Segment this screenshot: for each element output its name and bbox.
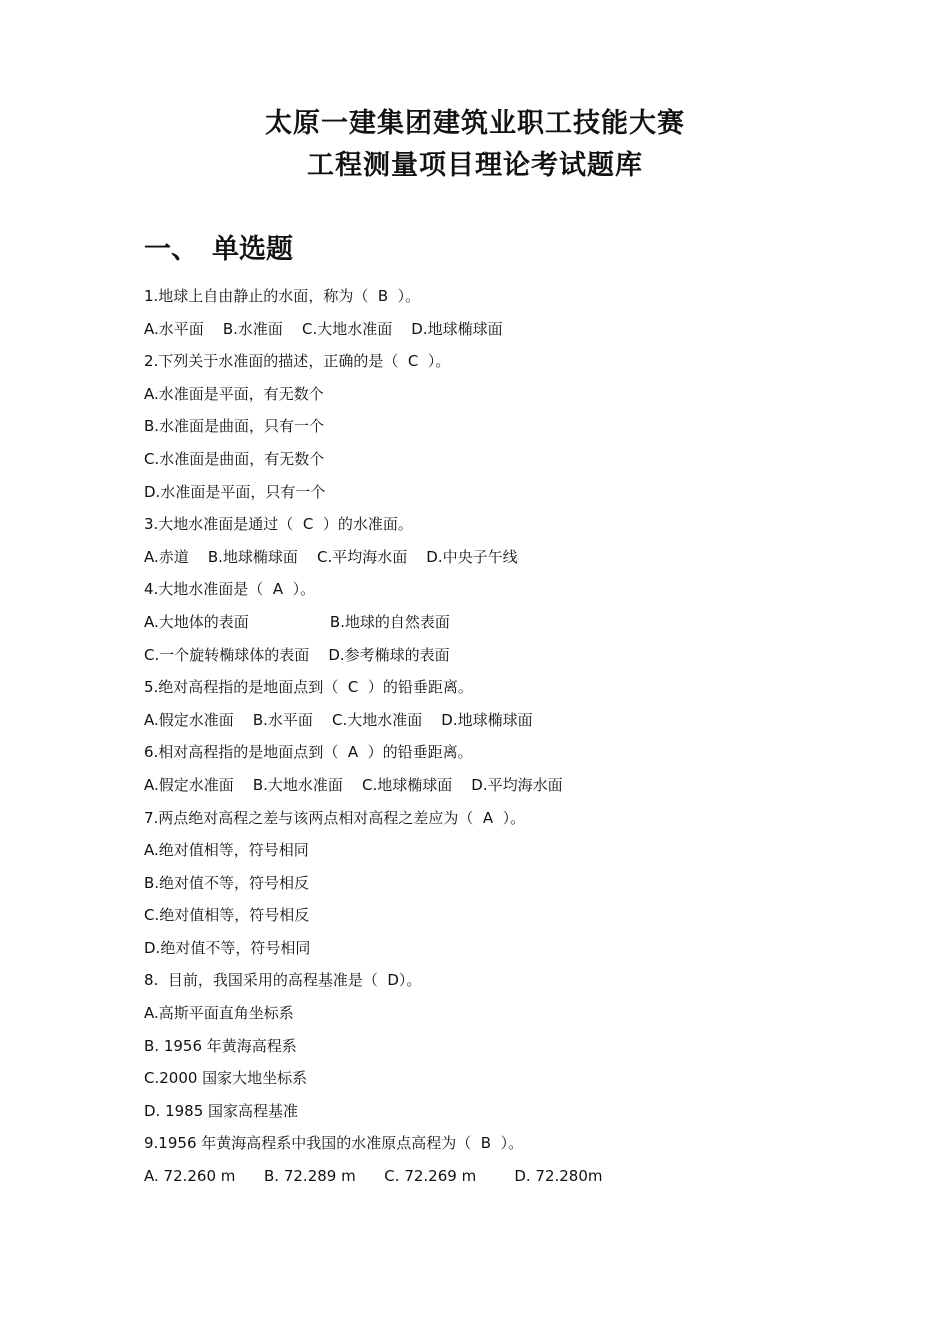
option-line: B.绝对值不等，符号相反 — [144, 873, 310, 892]
question-line: 7.两点绝对高程之差与该两点相对高程之差应为（ A ）。 — [144, 808, 526, 827]
option-line: A.假定水准面 B.水平面 C.大地水准面 D.地球椭球面 — [144, 710, 533, 729]
option-line: C.2000 国家大地坐标系 — [144, 1069, 308, 1088]
question-line: 9.1956 年黄海高程系中我国的水准原点高程为（ B ）。 — [144, 1134, 524, 1153]
option-line: A.水准面是平面，有无数个 — [144, 384, 324, 403]
question-line: 6.相对高程指的是地面点到（ A ）的铅垂距离。 — [144, 743, 473, 762]
option-line: C.一个旋转椭球体的表面 D.参考椭球的表面 — [144, 645, 450, 664]
option-line: B. 1956 年黄海高程系 — [144, 1036, 297, 1055]
option-line: A.赤道 B.地球椭球面 C.平均海水面 D.中央子午线 — [144, 547, 518, 566]
option-line: D. 1985 国家高程基准 — [144, 1101, 299, 1120]
question-line: 2.下列关于水准面的描述，正确的是（ C ）。 — [144, 352, 451, 371]
question-line: 8. 目前，我国采用的高程基准是（ D）。 — [144, 971, 422, 990]
option-line: A.高斯平面直角坐标系 — [144, 1004, 294, 1023]
option-line: A.大地体的表面 B.地球的自然表面 — [144, 612, 450, 631]
option-line: C.水准面是曲面，有无数个 — [144, 449, 325, 468]
option-line: A.绝对值相等，符号相同 — [144, 841, 309, 860]
question-list — [144, 280, 844, 1193]
question-line: 4.大地水准面是（ A ）。 — [144, 580, 316, 599]
question-line: 3.大地水准面是通过（ C ）的水准面。 — [144, 515, 413, 534]
option-line: A.水平面 B.水准面 C.大地水准面 D.地球椭球面 — [144, 319, 503, 338]
question-line: 1.地球上自由静止的水面，称为（ B ）。 — [144, 287, 421, 305]
section-number: 一、 — [144, 234, 198, 265]
section-heading — [144, 230, 293, 270]
option-line: D.水准面是平面，只有一个 — [144, 482, 326, 501]
document-title-line2: 工程测量项目理论考试题库 — [307, 150, 643, 181]
option-line: A.假定水准面 B.大地水准面 C.地球椭球面 D.平均海水面 — [144, 775, 563, 794]
option-line: C.绝对值相等，符号相反 — [144, 906, 310, 925]
option-line: A. 72.260 m B. 72.289 m C. 72.269 m D. 72.280m — [144, 1167, 603, 1186]
option-line: D.绝对值不等，符号相同 — [144, 938, 311, 957]
document-title-line1: 太原一建集团建筑业职工技能大赛 — [265, 108, 685, 139]
question-line: 5.绝对高程指的是地面点到（ C ）的铅垂距离。 — [144, 678, 473, 697]
option-line: B.水准面是曲面，只有一个 — [144, 417, 325, 436]
section-label: 单选题 — [212, 234, 293, 265]
